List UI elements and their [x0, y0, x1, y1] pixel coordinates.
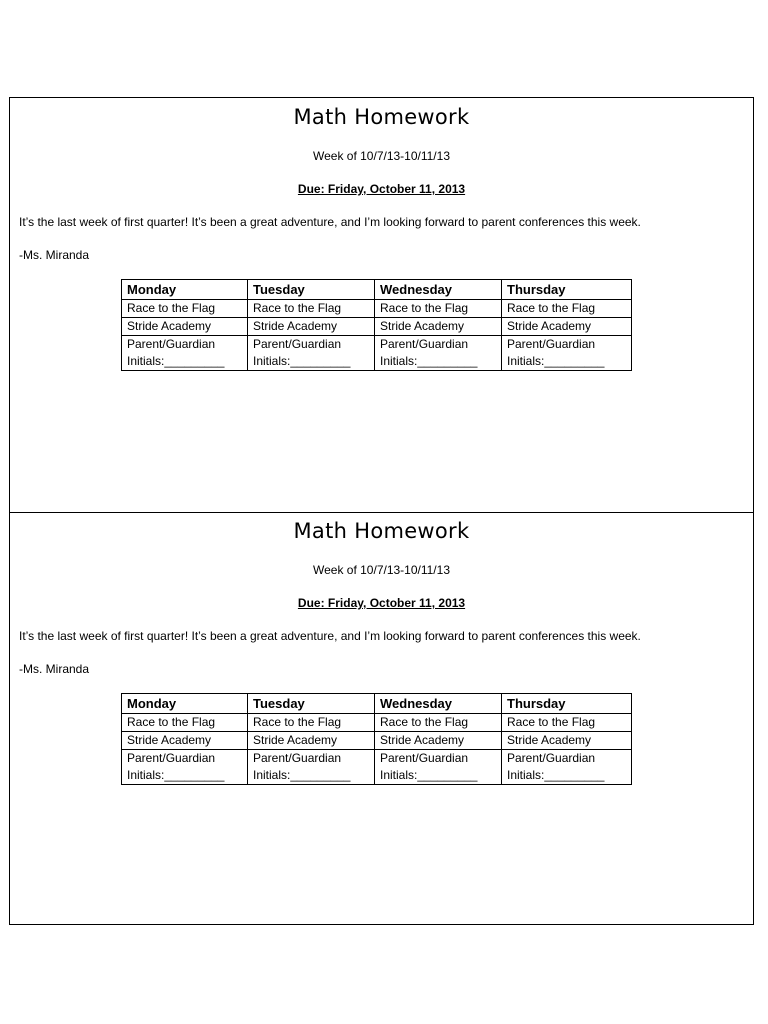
- initials-cell: Parent/Guardian Initials:_________: [502, 750, 632, 785]
- table-cell: Race to the Flag: [122, 300, 248, 318]
- table-cell: Stride Academy: [375, 732, 502, 750]
- homework-schedule-table: [121, 693, 632, 785]
- initials-cell: Parent/Guardian Initials:_________: [248, 750, 375, 785]
- table-cell: Stride Academy: [248, 318, 375, 336]
- teacher-message: It’s the last week of first quarter! It’s been a great adventure, and I’m looking forward to parent conferences this week.: [19, 629, 641, 643]
- column-header-thursday: Thursday: [502, 280, 632, 300]
- column-header-tuesday: Tuesday: [248, 694, 375, 714]
- table-cell: Race to the Flag: [122, 714, 248, 732]
- table-cell: Race to the Flag: [248, 714, 375, 732]
- table-row: [122, 714, 632, 732]
- initials-cell: Parent/Guardian Initials:_________: [375, 750, 502, 785]
- table-cell: Stride Academy: [502, 318, 632, 336]
- column-header-tuesday: Tuesday: [248, 280, 375, 300]
- column-header-wednesday: Wednesday: [375, 280, 502, 300]
- due-date: Due: Friday, October 11, 2013: [297, 596, 466, 610]
- teacher-message: It’s the last week of first quarter! It’s been a great adventure, and I’m looking forward to parent conferences this week.: [19, 215, 641, 229]
- initials-cell: Parent/Guardian Initials:_________: [248, 336, 375, 371]
- teacher-signature: -Ms. Miranda: [19, 248, 90, 262]
- week-range: Week of 10/7/13-10/11/13: [313, 149, 450, 163]
- table-cell: Race to the Flag: [375, 714, 502, 732]
- initials-cell: Parent/Guardian Initials:_________: [375, 336, 502, 371]
- initials-cell: Parent/Guardian Initials:_________: [122, 336, 248, 371]
- initials-cell: Parent/Guardian Initials:_________: [502, 336, 632, 371]
- table-cell: Race to the Flag: [502, 714, 632, 732]
- column-header-thursday: Thursday: [502, 694, 632, 714]
- table-row: [122, 750, 632, 785]
- table-cell: Race to the Flag: [375, 300, 502, 318]
- week-range: Week of 10/7/13-10/11/13: [313, 563, 450, 577]
- homework-slip: [10, 512, 753, 926]
- due-date: Due: Friday, October 11, 2013: [297, 182, 466, 196]
- slip-title: Math Homework: [293, 105, 470, 129]
- table-cell: Stride Academy: [122, 732, 248, 750]
- table-header-row: [122, 694, 632, 714]
- table-row: [122, 732, 632, 750]
- homework-sheet: [9, 97, 754, 925]
- table-cell: Stride Academy: [248, 732, 375, 750]
- table-row: [122, 300, 632, 318]
- column-header-monday: Monday: [122, 280, 248, 300]
- slip-title: Math Homework: [293, 519, 470, 543]
- table-cell: Race to the Flag: [502, 300, 632, 318]
- table-row: [122, 318, 632, 336]
- homework-schedule-table: [121, 279, 632, 371]
- table-row: [122, 336, 632, 371]
- homework-slip: [10, 98, 753, 513]
- initials-cell: Parent/Guardian Initials:_________: [122, 750, 248, 785]
- table-header-row: [122, 280, 632, 300]
- table-cell: Stride Academy: [502, 732, 632, 750]
- table-cell: Stride Academy: [375, 318, 502, 336]
- column-header-wednesday: Wednesday: [375, 694, 502, 714]
- column-header-monday: Monday: [122, 694, 248, 714]
- table-cell: Race to the Flag: [248, 300, 375, 318]
- teacher-signature: -Ms. Miranda: [19, 662, 90, 676]
- table-cell: Stride Academy: [122, 318, 248, 336]
